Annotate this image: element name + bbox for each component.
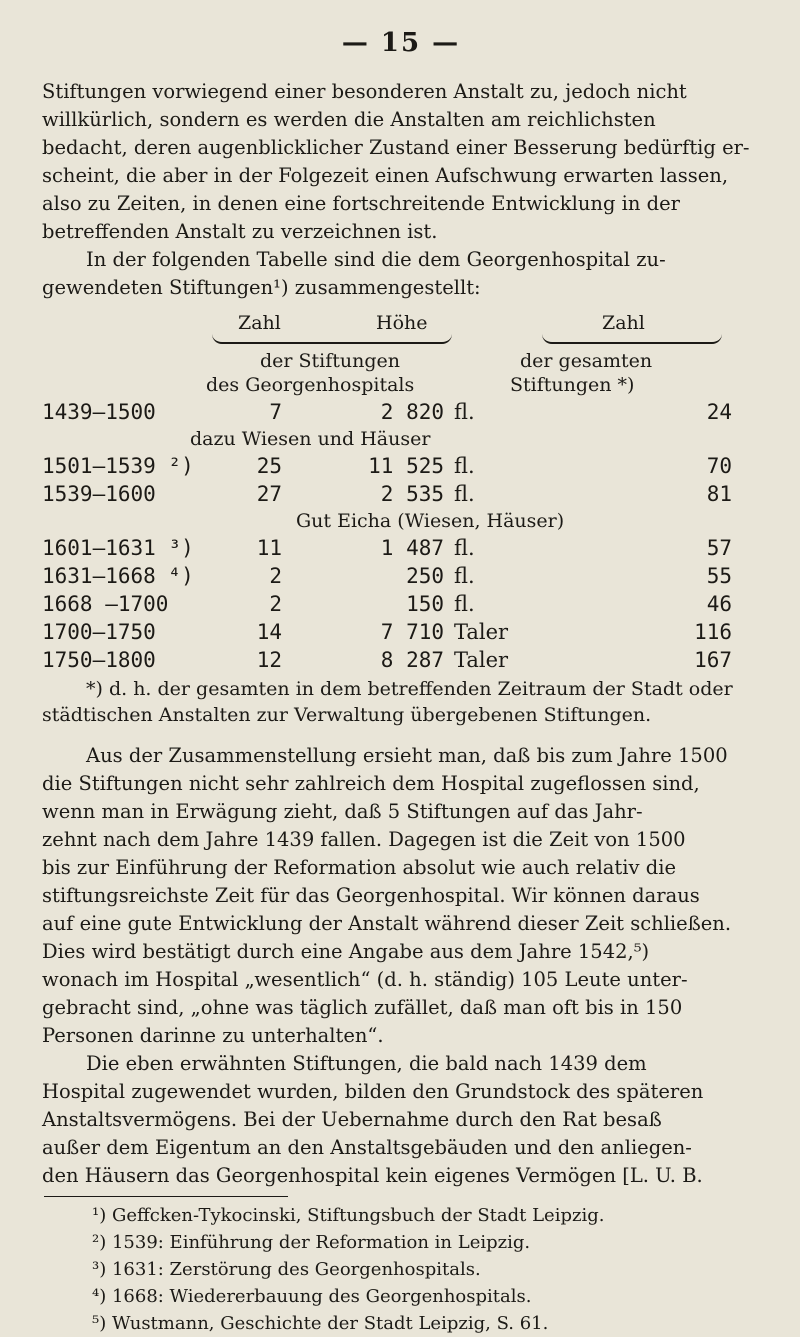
text-line: den Häusern das Georgenhospital kein eigenes Vermögen [L. U. B. <box>42 1164 703 1187</box>
cell-unit: Taler <box>454 648 509 672</box>
cell-total: 57 <box>706 536 732 560</box>
cell-total: 46 <box>706 592 732 616</box>
cell-amount: 2 820 <box>380 400 444 424</box>
text-line: die Stiftungen nicht sehr zahlreich dem Hospital zugeflossen sind, <box>42 772 700 795</box>
table-row <box>42 536 760 564</box>
table-footnote-line: *) d. h. der gesamten in dem betreffenden Zeitraum der Stadt oder <box>86 678 733 700</box>
cell-count: 2 <box>269 564 282 588</box>
text-line: gebracht sind, „ohne was täglich zufället, daß man oft bis in 150 <box>42 996 683 1019</box>
text-line: In der folgenden Tabelle sind die dem Georgenhospital zu- <box>86 248 666 271</box>
cell-total: 70 <box>706 454 732 478</box>
text-line: Dies wird bestätigt durch eine Angabe aus dem Jahre 1542,⁵) <box>42 940 650 963</box>
text-line: außer dem Eigentum an den Anstaltsgebäuden und den anliegen- <box>42 1136 692 1159</box>
text-line: Anstaltsvermögens. Bei der Uebernahme durch den Rat besaß <box>42 1108 662 1131</box>
text-line: willkürlich, sondern es werden die Anstalten am reichlichsten <box>42 108 656 131</box>
footnote: ⁵) Wustmann, Geschichte der Stadt Leipzig, S. 61. <box>92 1313 549 1334</box>
cell-amount: 11 525 <box>368 454 444 478</box>
footnote: ¹) Geffcken-Tykocinski, Stiftungsbuch der Stadt Leipzig. <box>92 1205 605 1226</box>
cell-period: 1539—1600 <box>42 482 156 506</box>
cell-total: 81 <box>706 482 732 506</box>
cell-unit: fl. <box>454 592 475 616</box>
text-line: Die eben erwähnten Stiftungen, die bald nach 1439 dem <box>86 1052 647 1075</box>
cell-period: 1601—1631 ³) <box>42 536 194 560</box>
cell-period: 1631—1668 ⁴) <box>42 564 194 588</box>
text-line: zehnt nach dem Jahre 1439 fallen. Dagegen ist die Zeit von 1500 <box>42 828 686 851</box>
text-line: stiftungsreichste Zeit für das Georgenhospital. Wir können daraus <box>42 884 700 907</box>
cell-total: 116 <box>694 620 732 644</box>
cell-count: 12 <box>256 648 282 672</box>
text-line: wonach im Hospital „wesentlich“ (d. h. ständig) 105 Leute unter- <box>42 968 688 991</box>
cell-period: 1439—1500 <box>42 400 156 424</box>
cell-unit: fl. <box>454 564 475 588</box>
cell-amount: 2 535 <box>380 482 444 506</box>
cell-amount: 7 710 <box>380 620 444 644</box>
cell-unit: fl. <box>454 400 475 424</box>
cell-unit: fl. <box>454 482 475 506</box>
header-der-stiftungen: der Stiftungen <box>260 350 401 372</box>
text-line: also zu Zeiten, in denen eine fortschreitende Entwicklung in der <box>42 192 680 215</box>
table-footnote-line: städtischen Anstalten zur Verwaltung übergebenen Stiftungen. <box>42 704 652 726</box>
row-note: dazu Wiesen und Häuser <box>190 428 431 450</box>
footnotes <box>92 1202 604 1337</box>
cell-count: 25 <box>256 454 282 478</box>
header-zahl-right: Zahl <box>602 312 645 334</box>
cell-period: 1750—1800 <box>42 648 156 672</box>
cell-count: 2 <box>269 592 282 616</box>
cell-count: 7 <box>269 400 282 424</box>
header-der-gesamten: der gesamten <box>520 350 653 372</box>
header-zahl-left: Zahl <box>238 312 281 334</box>
footnote: ²) 1539: Einführung der Reformation in Leipzig. <box>92 1232 531 1253</box>
table-row <box>42 454 760 482</box>
cell-amount: 8 287 <box>380 648 444 672</box>
footnote: ³) 1631: Zerstörung des Georgenhospitals. <box>92 1259 481 1280</box>
text-line: betreffenden Anstalt zu verzeichnen ist. <box>42 220 438 243</box>
text-line: Stiftungen vorwiegend einer besonderen Anstalt zu, jedoch nicht <box>42 80 687 103</box>
text-line: gewendeten Stiftungen¹) zusammengestellt: <box>42 276 481 299</box>
footnote-divider <box>44 1196 288 1197</box>
text-line: auf eine gute Entwicklung der Anstalt während dieser Zeit schließen. <box>42 912 732 935</box>
table-row <box>42 400 760 428</box>
cell-period: 1700—1750 <box>42 620 156 644</box>
cell-count: 27 <box>256 482 282 506</box>
text-line: Aus der Zusammenstellung ersieht man, daß bis zum Jahre 1500 <box>86 744 728 767</box>
row-note: Gut Eicha (Wiesen, Häuser) <box>296 510 565 532</box>
table-row <box>42 620 760 648</box>
cell-amount: 150 <box>406 592 444 616</box>
header-brace-right <box>542 334 722 344</box>
header-hoehe: Höhe <box>376 312 428 334</box>
cell-count: 11 <box>256 536 282 560</box>
header-des-georgenhospitals: des Georgenhospitals <box>206 374 415 396</box>
cell-count: 14 <box>256 620 282 644</box>
text-line: Personen darinne zu unterhalten“. <box>42 1024 384 1047</box>
table-row <box>42 648 760 676</box>
page-number: — 15 — <box>341 28 461 58</box>
table-row <box>42 592 760 620</box>
cell-amount: 1 487 <box>380 536 444 560</box>
text-line: Hospital zugewendet wurden, bilden den Grundstock des späteren <box>42 1080 704 1103</box>
cell-period: 1668 —1700 <box>42 592 169 616</box>
cell-unit: fl. <box>454 536 475 560</box>
cell-period: 1501—1539 ²) <box>42 454 194 478</box>
text-line: bis zur Einführung der Reformation absolut wie auch relativ die <box>42 856 676 879</box>
cell-total: 24 <box>706 400 732 424</box>
header-brace-left <box>212 334 452 344</box>
footnote: ⁴) 1668: Wiedererbauung des Georgenhospitals. <box>92 1286 532 1307</box>
cell-total: 55 <box>706 564 732 588</box>
table-row <box>42 482 760 510</box>
header-stiftungen-star: Stiftungen *) <box>510 374 635 396</box>
table-row <box>42 564 760 592</box>
text-line: wenn man in Erwägung zieht, daß 5 Stiftungen auf das Jahr- <box>42 800 643 823</box>
cell-unit: fl. <box>454 454 475 478</box>
cell-total: 167 <box>694 648 732 672</box>
text-line: bedacht, deren augenblicklicher Zustand einer Besserung bedürftig er- <box>42 136 750 159</box>
cell-amount: 250 <box>406 564 444 588</box>
cell-unit: Taler <box>454 620 509 644</box>
text-line: scheint, die aber in der Folgezeit einen Aufschwung erwarten lassen, <box>42 164 729 187</box>
